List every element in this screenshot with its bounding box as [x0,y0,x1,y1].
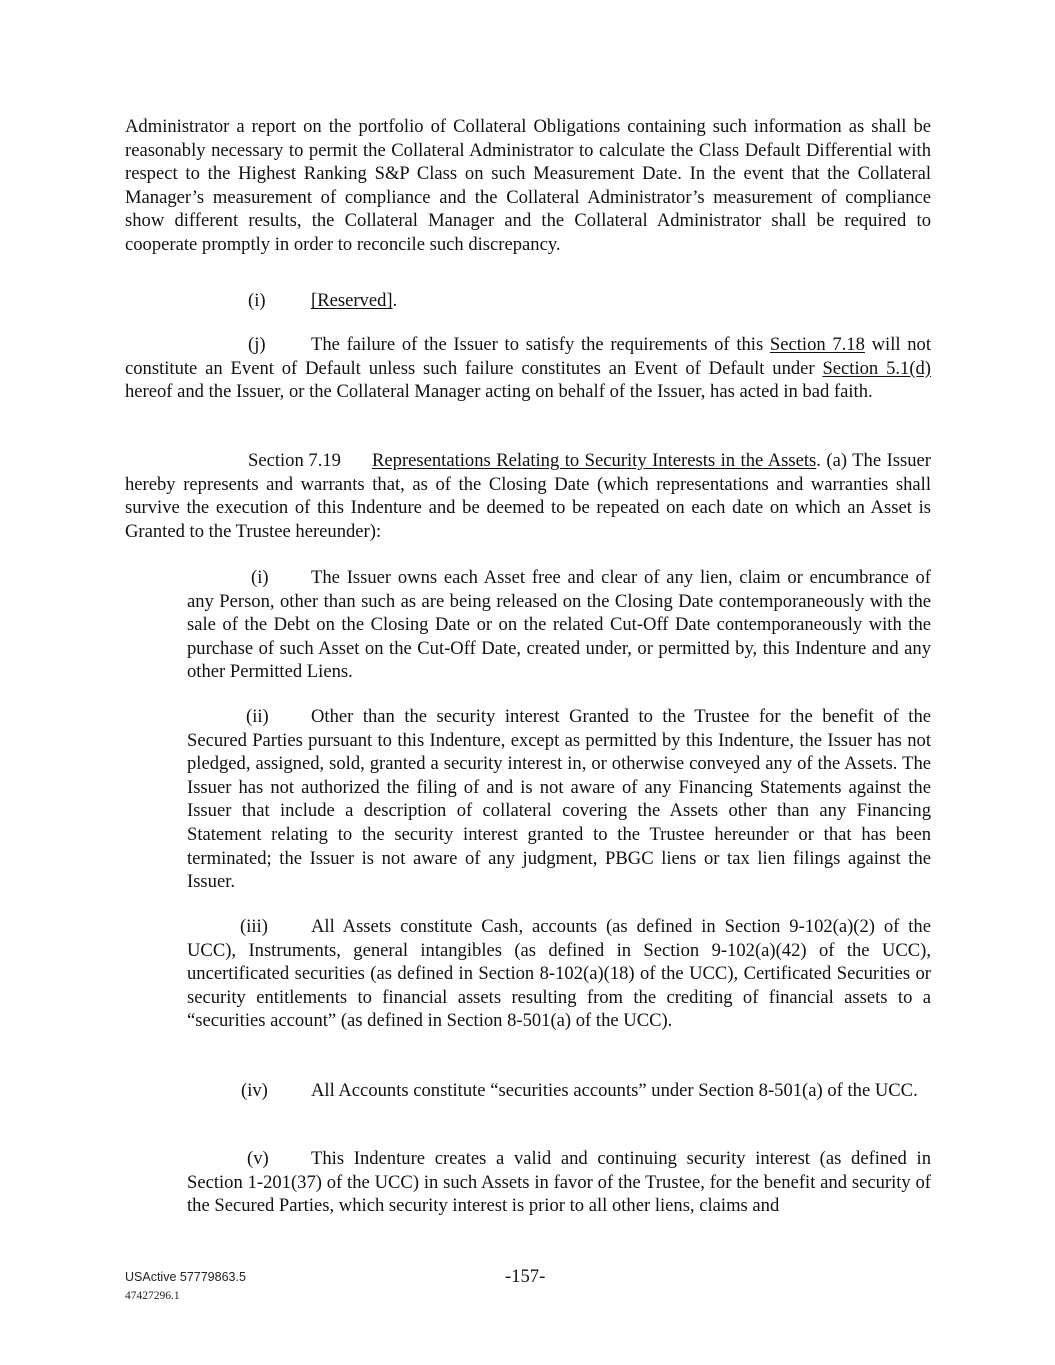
punctuation: . [392,290,398,311]
doc-id: USActive 57779863.5 [125,1270,246,1284]
item-label: (v) [247,1148,269,1169]
section-text: . (a) The Issuer hereby represents and warrants that, as of the Closing Date (which representations and warranties shall survive the execution of this Indenture and be deemed to be repeated on each date on which an Asset is Granted to the Trustee hereunder): [125,450,931,542]
item-label: (i) [251,567,269,588]
sub-item-iv [187,1079,931,1103]
item-label: (iv) [241,1080,268,1101]
doc-sub-id: 47427296.1 [125,1290,180,1302]
section-5-1d-link[interactable]: Section 5.1(d) [822,357,931,379]
item-i-reserved [248,289,397,313]
item-text: hereof and the Issuer, or the Collateral Manager acting on behalf of the Issuer, has acted in bad faith. [125,381,873,403]
item-label: (iii) [240,916,268,937]
sub-item-i [187,566,931,684]
paragraph-text: Administrator a report on the portfolio of Collateral Obligations containing such information as shall be reasonably necessary to permit the Collateral Administrator to calculate the Class Default Differential with respect to the Highest Ranking S&P Class on such Measurement Date. In the event that the Collateral Manager’s measurement of compliance and the Collateral Administrator’s measurement of compliance show different results, the Collateral Manager and the Collateral Administrator shall be required to cooperate promptly in order to reconcile such discrepancy. [125,116,931,255]
section-7-18-link[interactable]: Section 7.18 [769,334,865,355]
item-text: This Indenture creates a valid and continuing security interest (as defined in Section 1-201(37) of the UCC) in such Assets in favor of the Trustee, for the benefit and security of the Secured Parties, which security interest is prior to all other liens, claims and [187,1148,931,1217]
item-label: (i) [248,290,266,311]
item-text: The failure of the Issuer to satisfy the requirements of this [311,334,770,355]
section-number: Section 7.19 [248,450,341,471]
reserved-link: [Reserved] [311,290,393,311]
item-text: will not constitute an Event of Default unless such failure constitutes an Event of Default under [125,334,931,379]
sub-item-ii [187,705,931,894]
sub-item-v [187,1147,931,1218]
item-j-paragraph [125,333,931,404]
item-text: All Assets constitute Cash, accounts (as defined in Section 9-102(a)(2) of the UCC), Instruments, general intangibles (as defined in Section 9-102(a)(42) of the UCC), uncertificated securities (as defined in Section 8-102(a)(18) of the UCC), Certificated Securities or security entitlements to financial assets resulting from the crediting of financial assets to a “securities account” (as defined in Section 8-501(a) of the UCC). [187,916,931,1032]
item-text: All Accounts constitute “securities accounts” under Section 8-501(a) of the UCC. [311,1080,918,1101]
item-label: (j) [248,334,266,355]
section-heading: Representations Relating to Security Interests in the Assets [372,450,817,471]
footer-doc-id [125,1268,246,1306]
section-7-19-paragraph [125,449,931,543]
page-number: -157- [505,1266,546,1287]
item-text: The Issuer owns each Asset free and clear of any lien, claim or encumbrance of any Person, other than such as are being released on the Closing Date contemporaneously with the sale of the Debt on the Closing Date or on the related Cut-Off Date contemporaneously with the purchase of such Asset on the Cut-Off Date, created under, or permitted by, this Indenture and any other Permitted Liens. [187,567,931,683]
paragraph-collateral-report [125,115,931,257]
item-label: (ii) [246,706,269,727]
item-text: Other than the security interest Granted to the Trustee for the benefit of the Secured Parties pursuant to this Indenture, except as permitted by this Indenture, the Issuer has not pledged, assigned, sold, granted a security interest in, or otherwise conveyed any of the Assets. The Issuer has not authorized the filing of and is not aware of any Financing Statements against the Issuer that include a description of collateral covering the Assets other than any Financing Statement relating to the security interest granted to the Trustee hereunder or that has been terminated; the Issuer is not aware of any judgment, PBGC liens or tax lien filings against the Issuer. [187,706,931,893]
sub-item-iii [187,915,931,1033]
